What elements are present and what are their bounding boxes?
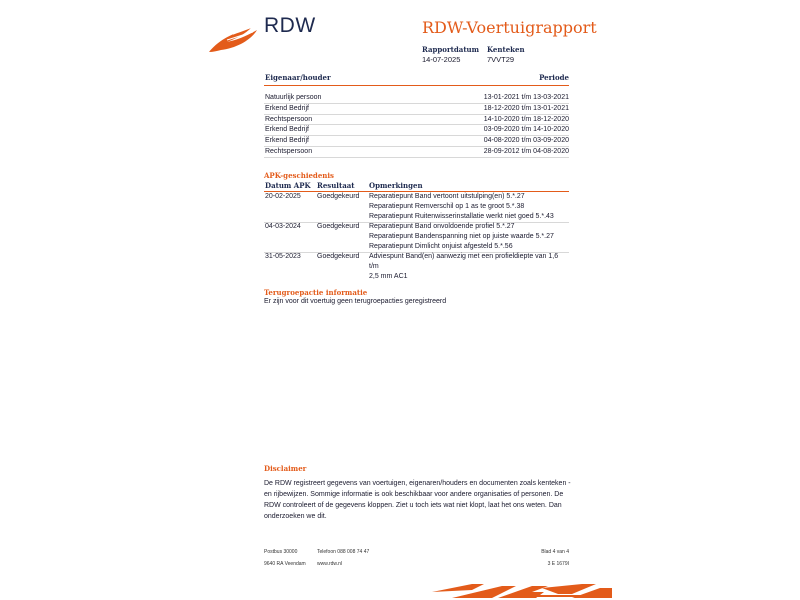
apk-remarks — [369, 222, 569, 252]
table-row — [264, 136, 569, 147]
owner-period: 13-01-2021 t/m 13-03-2021 — [483, 94, 569, 101]
owner-type: Natuurlijk persoon — [265, 94, 322, 101]
table-row — [264, 147, 569, 158]
apk-table-header — [264, 181, 569, 192]
apk-result: Goedgekeurd — [317, 223, 360, 230]
recall-section-title: Terugroepactie informatie — [264, 288, 368, 297]
footer-phone: Telefoon 088 008 74 47 — [317, 549, 370, 555]
table-row — [264, 125, 569, 136]
apk-date-column-header: Datum APK — [265, 181, 311, 190]
apk-date: 20-02-2025 — [265, 193, 301, 200]
brand-name: RDW — [264, 14, 316, 37]
apk-remark: Reparatiepunt Bandenspanning niet op juiste waarde 5.*.27 — [369, 233, 554, 240]
footer-code: 3 E 1679I — [547, 561, 569, 567]
plate-label: Kenteken — [487, 45, 525, 54]
disclaimer-title: Disclaimer — [264, 464, 307, 473]
apk-section-title: APK-geschiedenis — [264, 171, 334, 180]
footer-city: 9640 RA Veendam — [264, 561, 306, 567]
owner-period: 04-08-2020 t/m 03-09-2020 — [483, 137, 569, 145]
recall-text: Er zijn voor dit voertuig geen terugroepacties geregistreerd — [264, 298, 447, 305]
owners-table-header — [264, 73, 569, 86]
owner-period: 03-09-2020 t/m 14-10-2020 — [483, 126, 569, 134]
table-row — [264, 115, 569, 126]
apk-remarks — [369, 252, 569, 282]
table-row — [264, 93, 569, 104]
apk-remark: Reparatiepunt Band onvoldoende profiel 5.*.27 — [369, 223, 515, 230]
apk-remark: Reparatiepunt Ruitenwisserinstallatie werkt niet goed 5.*.43 — [369, 213, 554, 220]
apk-entry — [264, 252, 569, 280]
owner-type: Rechtspersoon — [265, 147, 313, 155]
apk-remark: 2,5 mm AC1 — [369, 273, 408, 280]
apk-remark: Reparatiepunt Remverschil op 1 as te groot 5.*.38 — [369, 203, 525, 210]
owners-table — [264, 93, 569, 158]
table-row — [264, 104, 569, 115]
rdw-logo-icon — [207, 24, 259, 54]
apk-result-column-header: Resultaat — [317, 181, 355, 190]
apk-remarks — [369, 192, 569, 222]
report-date-label: Rapportdatum — [422, 45, 480, 54]
owner-period: 18-12-2020 t/m 13-01-2021 — [483, 104, 569, 112]
owner-type: Rechtspersoon — [265, 115, 313, 123]
footer-web[interactable]: www.rdw.nl — [317, 561, 343, 567]
disclaimer-text: De RDW registreert gegevens van voertuigen, eigenaren/houders en documenten zoals kenteken - en rijbewijzen. Sommige informatie is ook beschikbaar voor andere organisaties of personen. De RDW controleert of de gegevens kloppen. Ziet u toch iets wat niet klopt, laat het ons weten. Dan onderzoeken we dit. — [264, 480, 571, 520]
owner-period: 28-09-2012 t/m 04-08-2020 — [483, 147, 569, 155]
owner-type: Erkend Bedrijf — [265, 104, 309, 112]
report-date-value: 14-07-2025 — [422, 55, 461, 64]
apk-result: Goedgekeurd — [317, 253, 360, 260]
apk-remark: Adviespunt Band(en) aanwezig met een profieldiepte van 1,6 t/m — [369, 253, 559, 270]
apk-remarks-column-header: Opmerkingen — [369, 181, 423, 190]
owner-type: Erkend Bedrijf — [265, 137, 309, 145]
owner-column-header: Eigenaar/houder — [265, 73, 331, 82]
document-title: RDW-Voertuigrapport — [422, 18, 597, 37]
period-column-header: Periode — [539, 73, 569, 82]
footer-page-number: Blad 4 van 4 — [541, 549, 569, 555]
owner-type: Erkend Bedrijf — [265, 126, 309, 134]
apk-entry — [264, 192, 569, 223]
apk-entry — [264, 222, 569, 253]
apk-remark: Reparatiepunt Band vertoont uitstulping(en) 5.*.27 — [369, 193, 525, 200]
rdw-stripes-icon — [432, 582, 612, 600]
footer-postbus: Postbus 30000 — [264, 549, 298, 555]
apk-date: 04-03-2024 — [265, 223, 301, 230]
apk-date: 31-05-2023 — [265, 253, 301, 260]
owner-period: 14-10-2020 t/m 18-12-2020 — [483, 115, 569, 123]
apk-remark: Reparatiepunt Dimlicht onjuist afgesteld 5.*.56 — [369, 243, 513, 250]
plate-value: 7VVT29 — [487, 55, 515, 64]
apk-result: Goedgekeurd — [317, 193, 360, 200]
